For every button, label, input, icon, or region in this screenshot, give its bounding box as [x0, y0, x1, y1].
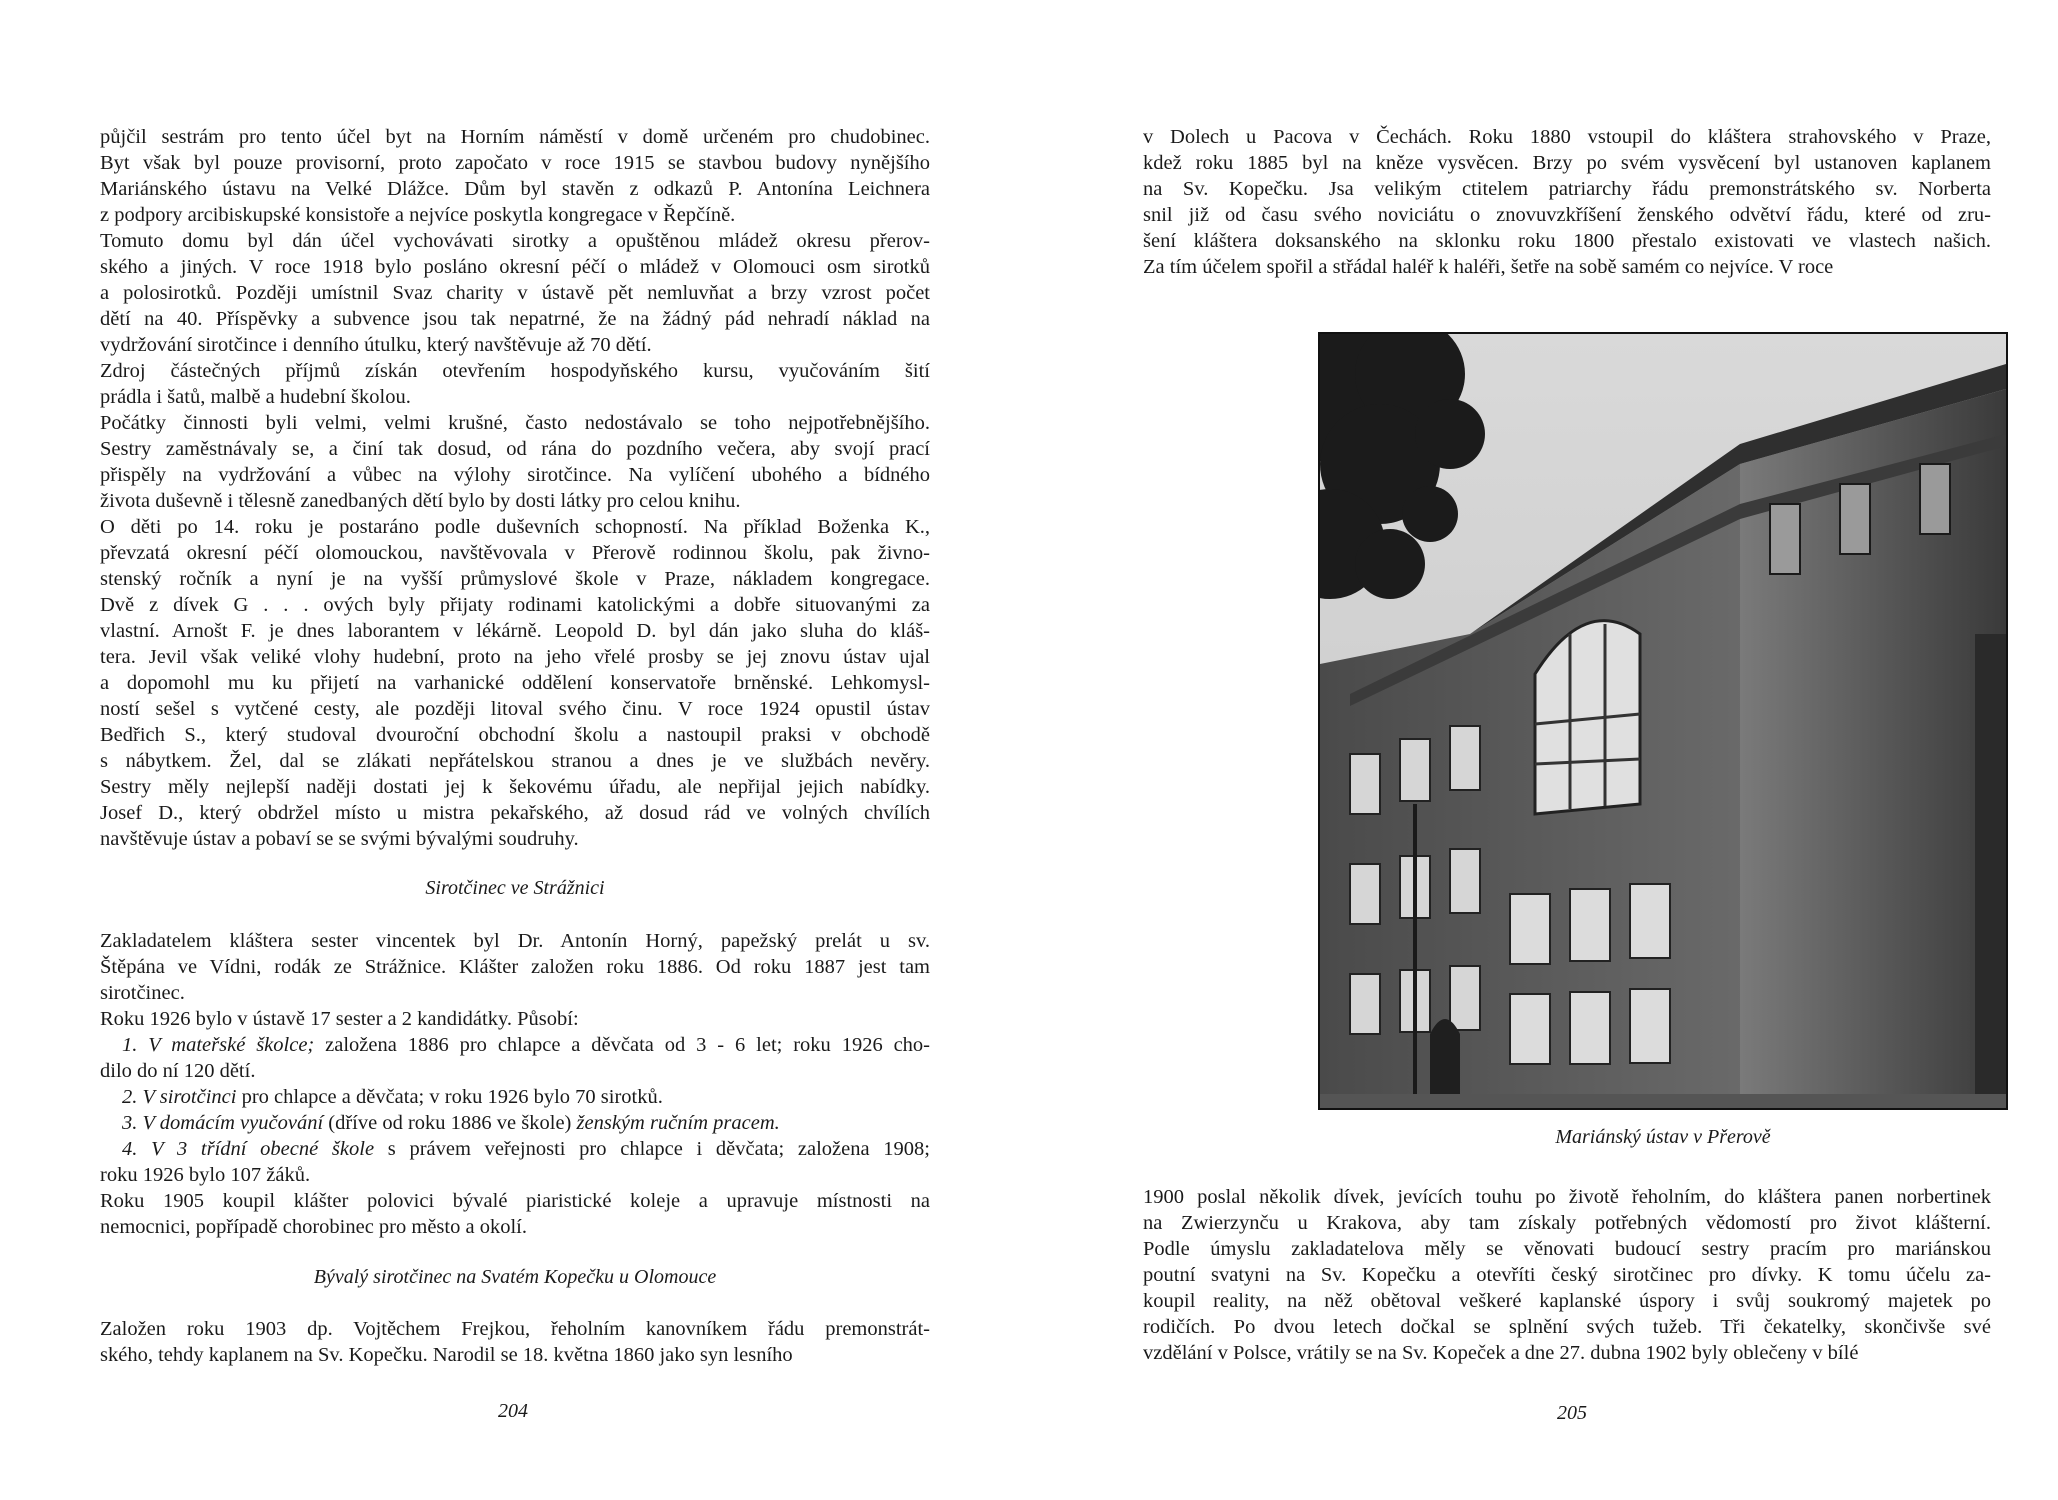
- list-item-text: pro chlapce a děvčata; v roku 1926 bylo 70 sirotků.: [236, 1086, 663, 1108]
- text-line: Roku 1926 bylo v ústavě 17 sester a 2 kandidátky. Působí:: [100, 1008, 579, 1030]
- text-line: Založen roku 1903 dp. Vojtěchem Frejkou, řeholním kanovníkem řádu premonstrát-: [100, 1318, 930, 1340]
- list-item-text: s právem veřejnosti pro chlapce i děvčata; založena 1908;: [374, 1138, 931, 1160]
- text-line: na Sv. Kopečku. Jsa velikým ctitelem patriarchy řádu premonstrátského sv. Norberta: [1143, 178, 1991, 200]
- list-item-line: [100, 1136, 930, 1162]
- text-line: tera. Jevil však veliké vlohy hudební, proto na jeho vřelé prosby se jej znovu ústav ujal: [100, 646, 930, 668]
- text-line: s nábytkem. Žel, dal se zlákati nepřátelskou stranou a dnes je ve službách nevěry.: [100, 750, 930, 772]
- text-line: sirotčinec.: [100, 982, 185, 1004]
- paragraph-3: [100, 358, 930, 410]
- text-line: Za tím účelem spořil a střádal haléř k haléři, šetře na sobě samém co nejvíce. V roce: [1143, 256, 1834, 278]
- section-heading: Sirotčinec ve Strážnici: [425, 877, 605, 899]
- list-item-line: [100, 1058, 930, 1084]
- text-line: na Zwierzynču u Krakova, aby tam získaly potřebných vědomostí pro život klášterní.: [1143, 1212, 1991, 1234]
- list-item-emphasis: ženským ručním pracem.: [576, 1112, 780, 1134]
- text-line: Tomuto domu byl dán účel vychovávati sirotky a opuštěnou mládež okresu přerov-: [100, 230, 930, 252]
- paragraph-2: [100, 228, 930, 358]
- paragraph-2: [1143, 1184, 1991, 1366]
- paragraph-5: [100, 514, 930, 852]
- text-line: života duševně i tělesně zanedbaných dětí bylo by dosti látky pro celou knihu.: [100, 490, 741, 512]
- text-line: dětí na 40. Příspěvky a subvence jsou tak nepatrné, že na žádný pád nehradí náklad na: [100, 308, 930, 330]
- list-item-line: [100, 1032, 930, 1058]
- text-line: vydržování sirotčince i denního útulku, který navštěvuje až 70 dětí.: [100, 334, 652, 356]
- text-line: a polosirotků. Později umístnil Svaz charity v ústavě pět nemluvňat a brzy vzrost počet: [100, 282, 930, 304]
- list-item-text: založena 1886 pro chlapce a děvčata od 3 - 6 let; roku 1926 cho-: [314, 1034, 931, 1056]
- text-line: koupil reality, na něž obětoval veškeré kaplanské úspory i svůj soukromý majetek po: [1143, 1290, 1991, 1312]
- paragraph-9: [100, 1316, 930, 1368]
- paragraph-7: [100, 1006, 930, 1032]
- text-line: poutní svatyni na Sv. Kopečku a otevříti český sirotčinec pro dívky. K tomu účelu za-: [1143, 1264, 1991, 1286]
- page-number: 204: [498, 1400, 528, 1422]
- list-item-text: (dříve od roku 1886 ve škole): [323, 1112, 577, 1134]
- text-line: vlastní. Arnošt F. je dnes laborantem v lékárně. Leopold D. byl dán jako sluha do kláš-: [100, 620, 930, 642]
- list-item-emphasis: 4. V 3 třídní obecné škole: [122, 1138, 375, 1160]
- building-illustration: [1320, 334, 2006, 1108]
- building-photo: [1318, 332, 2008, 1110]
- text-line: Podle úmyslu zakladatelova měly se věnovati budoucí sestry pracím pro mariánskou: [1143, 1238, 1991, 1260]
- text-line: z podpory arcibiskupské konsistoře a nejvíce poskytla kongregace v Řepčíně.: [100, 204, 736, 226]
- text-line: 1900 poslal několik dívek, jevících touhu po životě řeholním, do kláštera panen norbertinek: [1143, 1186, 1991, 1208]
- text-line: Bedřich S., který studoval dvouroční obchodní školu a nastoupil praksi v obchodě: [100, 724, 930, 746]
- text-line: navštěvuje ústav a pobaví se se svými bývalými soudruhy.: [100, 828, 579, 850]
- text-line: Štěpána ve Vídni, rodák ze Strážnice. Klášter založen roku 1886. Od roku 1887 jest tam: [100, 956, 930, 978]
- text-line: Počátky činnosti byli velmi, velmi krušné, často nedostávalo se toho nejpotřebnějšího.: [100, 412, 930, 434]
- list-item-emphasis: 1. V mateřské školce;: [122, 1034, 315, 1056]
- text-line: kdež roku 1885 byl na kněze vysvěcen. Brzy po svém vysvěcení byl ustanoven kaplanem: [1143, 152, 1991, 174]
- list-item-text: roku 1926 bylo 107 žáků.: [100, 1164, 311, 1186]
- text-line: půjčil sestrám pro tento účel byt na Horním náměstí v domě určeném pro chudobinec.: [100, 126, 930, 148]
- text-line: rodičích. Po dvou letech dočkal se splnění svých tužeb. Tři čekatelky, skončivše své: [1143, 1316, 1991, 1338]
- text-line: ského a jiných. V roce 1918 bylo posláno okresní péčí o mládež v Olomouci osm sirotků: [100, 256, 930, 278]
- list-item-text: dilo do ní 120 dětí.: [100, 1060, 256, 1082]
- photo-caption: Mariánský ústav v Přerově: [1555, 1126, 1771, 1148]
- text-line: Zakladatelem kláštera sester vincentek byl Dr. Antonín Horný, papežský prelát u sv.: [100, 930, 930, 952]
- list-item-emphasis: 3. V domácím vyučování: [122, 1112, 324, 1134]
- text-line: ností sešel s vytčené cesty, ale později litoval svého činu. V roce 1924 opustil ústav: [100, 698, 930, 720]
- section-heading: Bývalý sirotčinec na Svatém Kopečku u Olomouce: [313, 1266, 717, 1288]
- list-item-line: [100, 1110, 930, 1136]
- text-line: prádla i šatů, malbě a hudební školou.: [100, 386, 411, 408]
- text-line: Zdroj částečných příjmů získán otevřením hospodyňského kursu, vyučováním šití: [100, 360, 930, 382]
- paragraph-1: [1143, 124, 1991, 280]
- page-number: 205: [1557, 1402, 1587, 1424]
- text-line: snil již od času svého noviciátu o znovuvzkříšení ženského odvětví řádu, které od zru-: [1143, 204, 1991, 226]
- numbered-list: [100, 1032, 930, 1188]
- text-line: stenský ročník a nyní je na vyšší průmyslové škole v Praze, nákladem kongregace.: [100, 568, 930, 590]
- list-item-line: [100, 1084, 930, 1110]
- paragraph-6: [100, 928, 930, 1006]
- text-line: Roku 1905 koupil klášter polovici bývalé piaristické koleje a upravuje místnosti na: [100, 1190, 930, 1212]
- text-line: nemocnici, popřípadě chorobinec pro město a okolí.: [100, 1216, 527, 1238]
- list-item-emphasis: 2. V sirotčinci: [122, 1086, 237, 1108]
- text-line: vzdělání v Polsce, vrátily se na Sv. Kopeček a dne 27. dubna 1902 byly oblečeny v bílé: [1143, 1342, 1859, 1364]
- text-line: O děti po 14. roku je postaráno podle duševních schopností. Na příklad Boženka K.,: [100, 516, 930, 538]
- text-line: převzatá okresní péčí olomouckou, navštěvovala v Přerově rodinnou školu, pak živno-: [100, 542, 930, 564]
- text-line: přispěly na vydržování a vůbec na výlohy sirotčince. Na vylíčení ubohého a bídného: [100, 464, 930, 486]
- text-line: Dvě z dívek G . . . ových byly přijaty rodinami katolickými a dobře situovanými za: [100, 594, 930, 616]
- text-line: šení kláštera doksanského na sklonku roku 1800 přestalo existovati ve vlastech našich.: [1143, 230, 1991, 252]
- paragraph-8: [100, 1188, 930, 1240]
- paragraph-4: [100, 410, 930, 514]
- text-line: Sestry zaměstnávaly se, a činí tak dosud, od rána do pozdního večera, aby svojí prací: [100, 438, 930, 460]
- text-line: Josef D., který obdržel místo u mistra pekařského, až dosud rád ve volných chvílích: [100, 802, 930, 824]
- list-item-line: [100, 1162, 930, 1188]
- paragraph-1: [100, 124, 930, 228]
- text-line: Sestry měly nejlepší naději dostati jej k šekovému úřadu, ale nepřijal jejich nabídky.: [100, 776, 930, 798]
- text-line: ského, tehdy kaplanem na Sv. Kopečku. Narodil se 18. května 1860 jako syn lesního: [100, 1344, 793, 1366]
- text-line: Mariánského ústavu na Velké Dlážce. Dům byl stavěn z odkazů P. Antonína Leichnera: [100, 178, 930, 200]
- text-line: v Dolech u Pacova v Čechách. Roku 1880 vstoupil do kláštera strahovského v Praze,: [1143, 126, 1991, 148]
- text-line: a dopomohl mu ku přijetí na varhanické oddělení konservatoře brněnské. Lehkomysl-: [100, 672, 930, 694]
- text-line: Byt však byl pouze provisorní, proto započato v roce 1915 se stavbou budovy nynějšího: [100, 152, 930, 174]
